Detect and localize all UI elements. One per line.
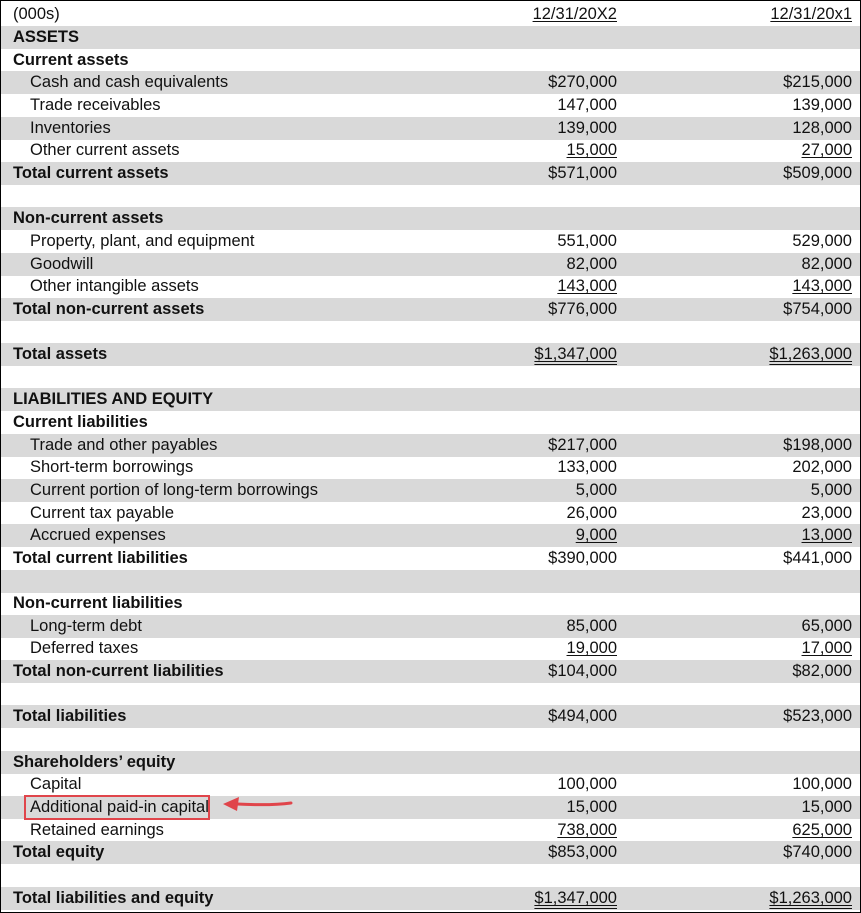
section-heading-row: [1, 388, 860, 411]
subsection-heading-row: [1, 49, 860, 72]
value-20x2: 82,000: [566, 255, 617, 273]
line-item-label: Short-term borrowings: [30, 458, 194, 476]
value-20x2: $571,000: [548, 164, 617, 182]
column-header-20x1: 12/31/20x1: [770, 5, 852, 23]
table-row: [1, 524, 860, 547]
subsection-heading: Current assets: [13, 51, 129, 69]
value-20x1: $523,000: [783, 707, 852, 725]
value-20x1: 100,000: [792, 775, 852, 793]
total-label: Total current assets: [13, 164, 169, 182]
table-row: [1, 456, 860, 479]
value-20x2: $104,000: [548, 662, 617, 680]
value-20x2: $494,000: [548, 707, 617, 725]
subsection-heading-row: [1, 592, 860, 615]
value-20x1: 139,000: [792, 96, 852, 114]
subsection-heading: Current liabilities: [13, 413, 148, 431]
total-label: Total non-current assets: [13, 300, 205, 318]
value-20x2: $853,000: [548, 843, 617, 861]
value-20x2: 15,000: [566, 798, 617, 816]
total-equity-label: Total equity: [13, 843, 105, 861]
grand-total-label: Total liabilities and equity: [13, 889, 214, 907]
value-20x2: 133,000: [557, 458, 617, 476]
value-20x1: $509,000: [783, 164, 852, 182]
value-20x2: 143,000: [557, 277, 617, 295]
line-item-label: Inventories: [30, 119, 111, 137]
line-item-label: Goodwill: [30, 255, 94, 273]
line-item-label: Capital: [30, 775, 82, 793]
value-20x1: $1,263,000: [769, 889, 852, 907]
section-heading: LIABILITIES AND EQUITY: [13, 390, 214, 408]
value-20x2: 19,000: [566, 639, 617, 657]
table-row: [1, 773, 860, 796]
table-row: [1, 139, 860, 162]
value-20x1: $215,000: [783, 73, 852, 91]
line-item-label: Accrued expenses: [30, 526, 166, 544]
value-20x2: 26,000: [566, 504, 617, 522]
table-row: [1, 71, 860, 94]
line-item-label: Deferred taxes: [30, 639, 139, 657]
value-20x1: 13,000: [801, 526, 852, 544]
value-20x1: $441,000: [783, 549, 852, 567]
arrow-left-icon: [221, 793, 293, 817]
total-row: [1, 705, 860, 728]
line-item-label: Trade receivables: [30, 96, 161, 114]
value-20x1: 65,000: [801, 617, 852, 635]
highlight-box: [24, 795, 210, 820]
total-row: [1, 841, 860, 864]
value-20x1: 128,000: [792, 119, 852, 137]
line-item-label: Additional paid-in capital: [30, 798, 209, 816]
subsection-heading: Shareholders’ equity: [13, 753, 176, 771]
section-heading-row: [1, 26, 860, 49]
value-20x1: 17,000: [801, 639, 852, 657]
column-header-20x2: 12/31/20X2: [532, 5, 617, 23]
value-20x2: 551,000: [557, 232, 617, 250]
table-row: [1, 230, 860, 253]
total-row: [1, 660, 860, 683]
section-heading: ASSETS: [13, 28, 80, 46]
value-20x1: 27,000: [801, 141, 852, 159]
subsection-heading: Non-current assets: [13, 209, 164, 227]
table-row: [1, 117, 860, 140]
line-item-label: Property, plant, and equipment: [30, 232, 255, 250]
total-row: [1, 547, 860, 570]
value-20x1: $1,263,000: [769, 345, 852, 363]
value-20x2: 139,000: [557, 119, 617, 137]
total-row: [1, 298, 860, 321]
value-20x2: 147,000: [557, 96, 617, 114]
value-20x2: $390,000: [548, 549, 617, 567]
table-row: [1, 253, 860, 276]
table-row: [1, 615, 860, 638]
subsection-heading-row: [1, 207, 860, 230]
line-item-label: Other current assets: [30, 141, 180, 159]
value-20x1: 202,000: [792, 458, 852, 476]
value-20x2: 5,000: [575, 481, 617, 499]
total-row: [1, 343, 860, 366]
value-20x1: 529,000: [792, 232, 852, 250]
value-20x1: 82,000: [801, 255, 852, 273]
value-20x1: $198,000: [783, 436, 852, 454]
value-20x2: $270,000: [548, 73, 617, 91]
total-liabilities-label: Total liabilities: [13, 707, 127, 725]
table-row: [1, 502, 860, 525]
table-row: [1, 819, 860, 842]
value-20x2: 100,000: [557, 775, 617, 793]
subsection-heading-row: [1, 751, 860, 774]
value-20x1: $754,000: [783, 300, 852, 318]
line-item-label: Long-term debt: [30, 617, 142, 635]
value-20x1: $740,000: [783, 843, 852, 861]
line-item-label: Cash and cash equivalents: [30, 73, 229, 91]
value-20x2: $1,347,000: [534, 345, 617, 363]
value-20x2: $217,000: [548, 436, 617, 454]
value-20x1: 143,000: [792, 277, 852, 295]
spacer-row: [1, 570, 860, 593]
value-20x2: 738,000: [557, 821, 617, 839]
value-20x2: $1,347,000: [534, 889, 617, 907]
line-item-label: Retained earnings: [30, 821, 164, 839]
value-20x1: 15,000: [801, 798, 852, 816]
subsection-heading-row: [1, 411, 860, 434]
table-row: [1, 637, 860, 660]
total-row: [1, 162, 860, 185]
table-row: [1, 275, 860, 298]
value-20x1: 23,000: [801, 504, 852, 522]
value-20x2: $776,000: [548, 300, 617, 318]
total-assets-label: Total assets: [13, 345, 108, 363]
header-row: [1, 3, 860, 26]
total-label: Total current liabilities: [13, 549, 188, 567]
line-item-label: Current portion of long-term borrowings: [30, 481, 318, 499]
subsection-heading: Non-current liabilities: [13, 594, 183, 612]
value-20x2: 9,000: [575, 526, 617, 544]
table-row: [1, 94, 860, 117]
units-label: (000s): [13, 5, 60, 23]
line-item-label: Current tax payable: [30, 504, 174, 522]
value-20x2: 85,000: [566, 617, 617, 635]
total-label: Total non-current liabilities: [13, 662, 224, 680]
grand-total-row: [1, 887, 860, 910]
value-20x1: $82,000: [792, 662, 852, 680]
line-item-label: Trade and other payables: [30, 436, 218, 454]
line-item-label: Other intangible assets: [30, 277, 199, 295]
table-row: [1, 479, 860, 502]
value-20x2: 15,000: [566, 141, 617, 159]
value-20x1: 625,000: [792, 821, 852, 839]
table-row: [1, 434, 860, 457]
value-20x1: 5,000: [810, 481, 852, 499]
